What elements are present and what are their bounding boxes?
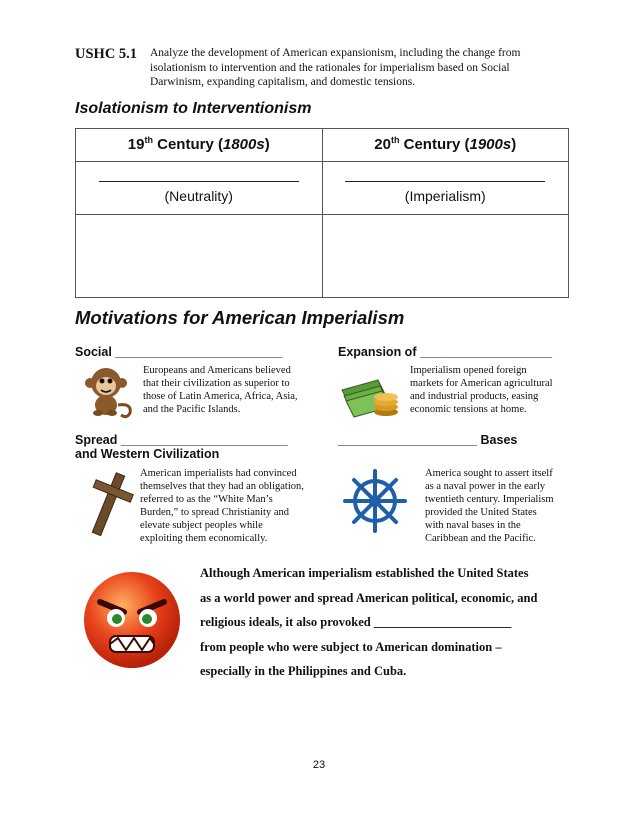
standard-line: Darwinism, expanding capitalism, and domestic tensions. (150, 76, 416, 88)
text-line: that their civilization as superior to (143, 378, 290, 389)
standard-line: Analyze the development of American expansionism, including the change from (150, 47, 521, 59)
text-line: economic tensions at home. (410, 404, 527, 415)
conclusion-line: from people who were subject to American domination – (200, 639, 502, 654)
conclusion-line: especially in the Philippines and Cuba. (200, 664, 407, 678)
header-sup: th (144, 135, 153, 145)
text-line: twentieth century. Imperialism (425, 494, 554, 505)
text-line: American imperialists had convinced (140, 468, 297, 479)
header-era: 1900s (469, 136, 512, 153)
header-post: ) (511, 136, 517, 153)
text-line: and the Pacific Islands. (143, 404, 241, 415)
text-line: markets for American agricultural (410, 378, 553, 389)
notes-cell-19th[interactable] (76, 215, 323, 298)
text-line: Burden,” to spread Christianity and (140, 507, 290, 518)
comparison-table (75, 128, 569, 298)
standard-text (150, 46, 550, 90)
header-post: ) (264, 136, 270, 153)
table-header-20th (322, 129, 569, 162)
section-title-isolationism: Isolationism to Interventionism (75, 100, 312, 117)
text-line: with naval bases in the (425, 520, 521, 531)
social-label: Social ________________________ (75, 345, 283, 359)
text-line: Imperialism opened foreign (410, 365, 527, 376)
bases-label: ____________________ Bases (338, 433, 518, 447)
social-text (143, 364, 333, 416)
text-line: exploiting them economically. (140, 533, 268, 544)
text-line: referred to as the “White Man’s (140, 494, 273, 505)
text-line: provided the United States (425, 507, 537, 518)
text-line: America sought to assert itself (425, 468, 553, 479)
neutrality-cell[interactable] (76, 162, 323, 215)
spread-label: Spread ________________________ (75, 433, 288, 447)
header-mid: Century ( (152, 136, 223, 153)
text-line: Europeans and Americans believed (143, 365, 291, 376)
neutrality-label: (Neutrality) (164, 188, 233, 204)
header-num: 20 (374, 136, 391, 153)
expansion-label: Expansion of ___________________ (338, 345, 553, 359)
ship-wheel-icon (342, 468, 408, 534)
expansion-text (410, 364, 580, 416)
conclusion-text (200, 561, 570, 684)
text-line: and industrial products, easing (410, 391, 539, 402)
conclusion-line: religious ideals, it also provoked ______________________ (200, 615, 512, 629)
spread-text (140, 467, 340, 545)
conclusion-line: Although American imperialism established the United States (200, 566, 529, 580)
standard-code: USHC 5.1 (75, 46, 138, 62)
money-icon (340, 368, 402, 418)
header-sup: th (390, 135, 400, 145)
bases-text (425, 467, 575, 545)
answer-line (99, 181, 299, 182)
text-line: elevate subject peoples while (140, 520, 263, 531)
cross-icon (82, 470, 134, 538)
monkey-icon (78, 363, 136, 419)
text-line: those of Latin America, Africa, Asia, (143, 391, 298, 402)
conclusion-line: as a world power and spread American political, economic, and (200, 590, 538, 605)
answer-line (345, 181, 545, 182)
header-num: 19 (127, 136, 145, 153)
spread-label-line2: and Western Civilization (75, 447, 220, 461)
header-era: 1800s (222, 136, 265, 153)
header-mid: Century ( (399, 136, 470, 153)
text-line: Caribbean and the Pacific. (425, 533, 536, 544)
text-line: as a naval power in the early (425, 481, 546, 492)
angry-face-icon (80, 568, 184, 672)
table-header-19th (76, 129, 323, 162)
standard-line: isolationism to intervention and the rationales for imperialism based on Social (150, 61, 510, 74)
notes-cell-20th[interactable] (322, 215, 569, 298)
text-line: themselves that they had an obligation, (140, 481, 304, 492)
imperialism-cell[interactable] (322, 162, 569, 215)
imperialism-label: (Imperialism) (404, 188, 486, 204)
page-number: 23 (312, 759, 326, 771)
section-title-motivations: Motivations for American Imperialism (75, 307, 405, 328)
